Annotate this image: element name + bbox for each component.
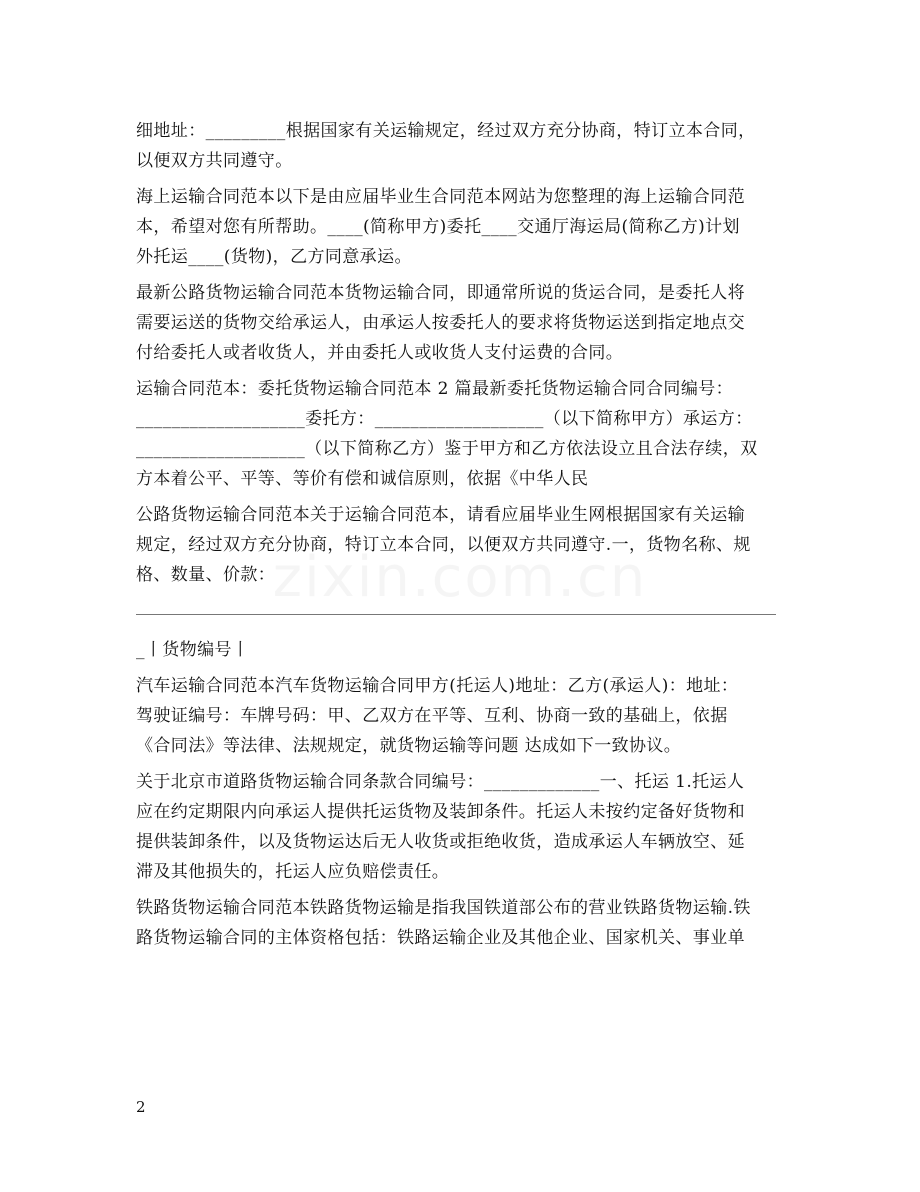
document-body <box>136 116 776 959</box>
paragraph <box>136 374 776 494</box>
paragraph <box>136 500 776 590</box>
paragraph-line: 细地址：_________根据国家有关运输规定，经过双方充分协商，特订立本合同， <box>136 121 756 141</box>
table-header-text: _丨货物编号丨 <box>136 640 250 660</box>
paragraph-line: 驾驶证编号：车牌号码：甲、乙双方在平等、互利、协商一致的基础上，依据 <box>136 706 728 726</box>
paragraph-line: 以便双方共同遵守。 <box>136 151 293 171</box>
paragraph <box>136 893 776 953</box>
paragraph-line: ___________________（以下简称乙方）鉴于甲方和乙方依法设立且合法存续，双 <box>136 439 758 459</box>
paragraph-line: 格、数量、价款： <box>136 565 276 585</box>
paragraph-line: 海上运输合同范本以下是由应届毕业生合同范本网站为您整理的海上运输合同范 <box>136 187 745 207</box>
paragraph-line: 最新公路货物运输合同范本货物运输合同，即通常所说的货运合同，是委托人将 <box>136 283 745 303</box>
page-number: 2 <box>136 1098 146 1116</box>
table-rule <box>136 614 776 615</box>
paragraph <box>136 182 776 272</box>
paragraph-line: 付给委托人或者收货人，并由委托人或收货人支付运费的合同。 <box>136 343 624 363</box>
paragraph-line: 汽车运输合同范本汽车货物运输合同甲方(托运人)地址：乙方(承运人)：地址： <box>136 676 739 696</box>
paragraph <box>136 116 776 176</box>
table-header-row <box>136 635 776 665</box>
paragraph-line: 《合同法》等法律、法规规定，就货物运输等问题 达成如下一致协议。 <box>136 736 682 756</box>
paragraph-line: 规定，经过双方充分协商，特订立本合同，以便双方共同遵守.一，货物名称、规 <box>136 535 751 555</box>
paragraph-line: 本，希望对您有所帮助。____(简称甲方)委托____交通厅海运局(简称乙方)计划 <box>136 217 740 237</box>
paragraph-line: 运输合同范本：委托货物运输合同范本 2 篇最新委托货物运输合同合同编号： <box>136 379 734 399</box>
paragraph-group-before-rule <box>136 116 776 590</box>
paragraph-line: ___________________委托方：___________________（以下简称甲方）承运方： <box>136 409 753 429</box>
paragraph-line: 路货物运输合同的主体资格包括：铁路运输企业及其他企业、国家机关、事业单 <box>136 928 745 948</box>
paragraph-line: 应在约定期限内向承运人提供托运货物及装卸条件。托运人未按约定备好货物和 <box>136 802 745 822</box>
paragraph-line: 铁路货物运输合同范本铁路货物运输是指我国铁道部公布的营业铁路货物运输.铁 <box>136 898 751 918</box>
paragraph-line: 滞及其他损失的，托运人应负赔偿责任。 <box>136 862 450 882</box>
paragraph <box>136 767 776 887</box>
paragraph-line: 需要运送的货物交给承运人，由承运人按委托人的要求将货物运送到指定地点交 <box>136 313 745 333</box>
paragraph-line: 提供装卸条件，以及货物运达后无人收货或拒绝收货，造成承运人车辆放空、延 <box>136 832 745 852</box>
paragraph-line: 公路货物运输合同范本关于运输合同范本，请看应届毕业生网根据国家有关运输 <box>136 505 745 525</box>
paragraph <box>136 278 776 368</box>
paragraph-line: 关于北京市道路货物运输合同条款合同编号：_____________一、托运 1.托运人 <box>136 772 745 792</box>
paragraph-line: 方本着公平、平等、等价有偿和诚信原则，依据《中华人民 <box>136 469 589 489</box>
paragraph-line: 外托运____(货物)，乙方同意承运。 <box>136 247 412 267</box>
paragraph <box>136 671 776 761</box>
paragraph-group-after-rule <box>136 671 776 953</box>
